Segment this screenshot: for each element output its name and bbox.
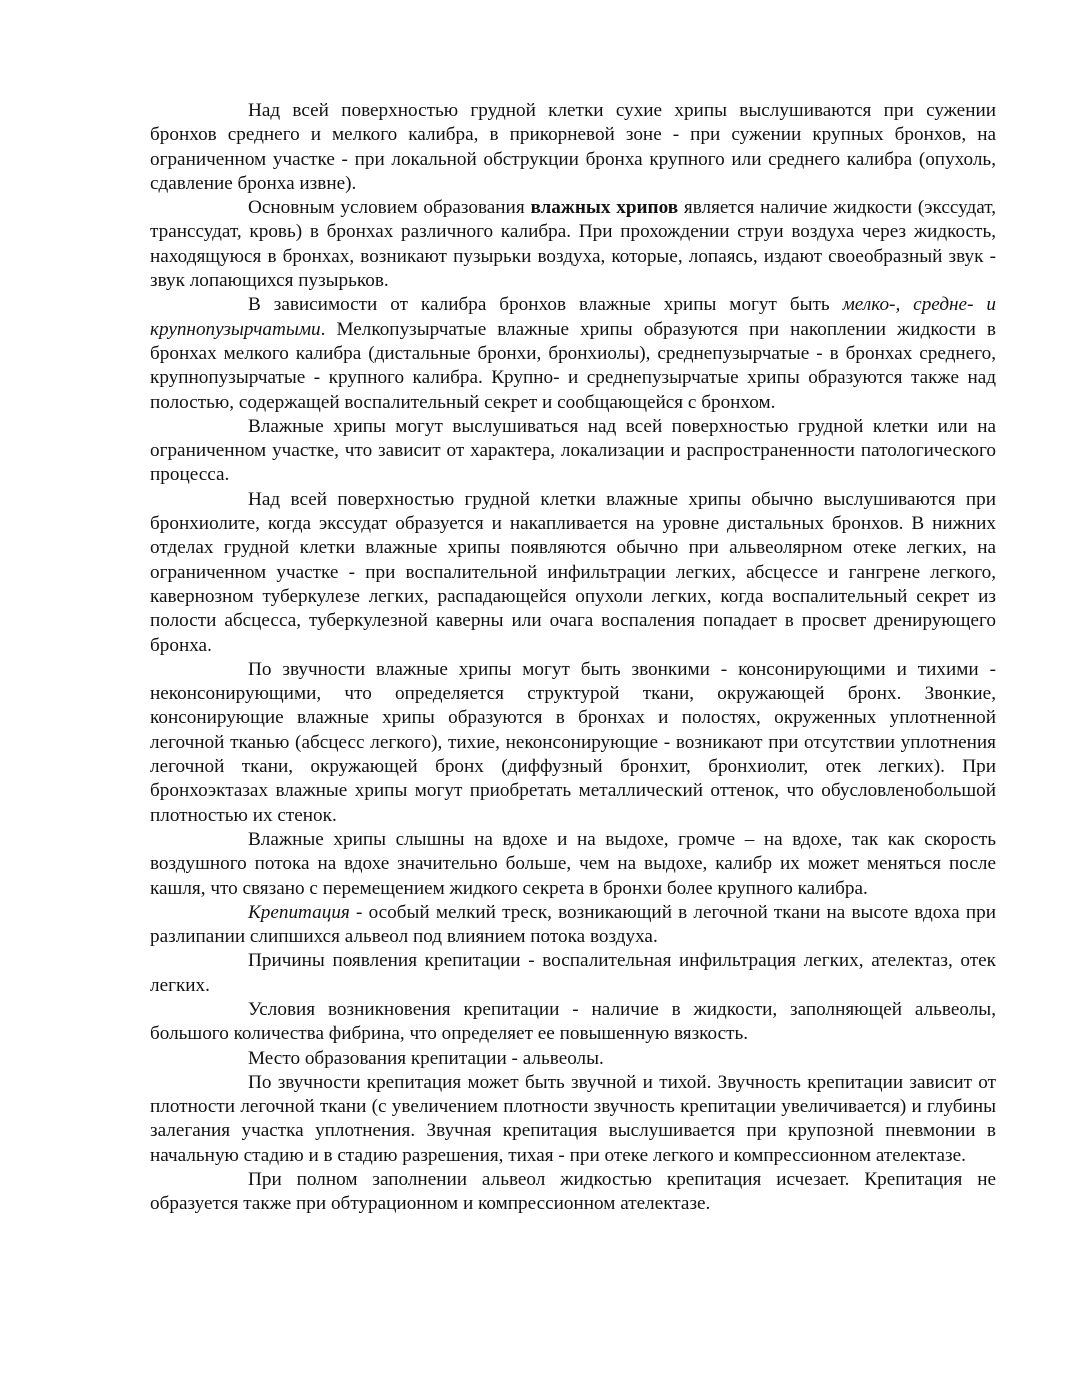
paragraph	[150, 949, 996, 998]
paragraph-text: Основным условием образования	[248, 197, 531, 219]
paragraph	[150, 1168, 996, 1217]
paragraph-text: . Мелкопузырчатые влажные хрипы образуются при накоплении жидкости в бронхах мелкого калибра (дистальные бронхи, бронхиолы), среднепузырчатые - в бронхах среднего, крупнопузырчатые - крупного калибра. Крупно- и среднепузырчатые хрипы образуются также над полостью, содержащей воспалительный секрет и сообщающейся с бронхом.	[150, 318, 996, 413]
paragraph-text: Над всей поверхностью грудной клетки влажные хрипы обычно выслушиваются при бронхиолите, когда экссудат образуется и накапливается на уровне дистальных бронхов. В нижних отделах грудной клетки влажные хрипы появляются обычно при альвеолярном отеке легких, на ограниченном участке - при воспалительной инфильтрации легких, абсцессе и гангрене легкого, кавернозном туберкулезе легких, распадающейся опухоли легких, когда воспалительный секрет из полости абсцесса, туберкулезной каверны или очага воспаления попадает в просвет дренирующего бронха.	[150, 488, 996, 656]
paragraph	[150, 488, 996, 658]
italic-term: мелко-, средне- и крупнопузырчатыми	[150, 294, 996, 340]
document-page	[150, 99, 996, 1217]
paragraph	[150, 828, 996, 901]
paragraph-text: - особый мелкий треск, возникающий в легочной ткани на высоте вдоха при разлипании слипшихся альвеол под влиянием потока воздуха.	[150, 901, 996, 948]
paragraph	[150, 293, 996, 414]
paragraph-text: По звучности крепитация может быть звучной и тихой. Звучность крепитации зависит от плотности легочной ткани (с увеличением плотности звучность крепитации увеличивается) и глубины залегания участка уплотнения. Звучная крепитация выслушивается при крупозной пневмонии в начальную стадию и в стадию разрешения, тихая - при отеке легкого и компрессионном ателектазе.	[150, 1071, 996, 1166]
paragraph	[150, 99, 996, 196]
paragraph-text: По звучности влажные хрипы могут быть звонкими - консонирующими и тихими - неконсонирующими, что определяется структурой ткани, окружающей бронх. Звонкие, консонирующие влажные хрипы образуются в бронхах и полостях, окруженных уплотненной легочной тканью (абсцесс легкого), тихие, неконсонирующие - возникают при отсутствии уплотнения легочной ткани, окружающей бронх (диффузный бронхит, бронхиолит, отек легких). При бронхоэктазах влажные хрипы могут приобретать металлический оттенок, что обусловленобольшой плотностью их стенок.	[150, 658, 996, 826]
paragraph	[150, 1047, 996, 1071]
paragraph-text: является наличие жидкости (экссудат, транссудат, кровь) в бронхах различного калибра. При прохождении струи воздуха через жидкость, находящуюся в бронхах, возникают пузырьки воздуха, которые, лопаясь, издают своеобразный звук - звук лопающихся пузырьков.	[150, 197, 996, 292]
paragraph-text: В зависимости от калибра бронхов влажные хрипы могут быть	[248, 294, 843, 316]
paragraph-text: Условия возникновения крепитации - наличие в жидкости, заполняющей альвеолы, большого количества фибрина, что определяет ее повышенную вязкость.	[150, 998, 996, 1045]
paragraph	[150, 901, 996, 950]
paragraph-text: Место образования крепитации - альвеолы.	[248, 1047, 604, 1069]
paragraph	[150, 415, 996, 488]
paragraph	[150, 1071, 996, 1168]
bold-term: влажных хрипов	[530, 197, 679, 219]
paragraph-text: Влажные хрипы слышны на вдохе и на выдохе, громче – на вдохе, так как скорость воздушного потока на вдохе значительно больше, чем на выдохе, калибр их может меняться после кашля, что связано с перемещением жидкого секрета в бронхи более крупного калибра.	[150, 828, 996, 899]
paragraph	[150, 196, 996, 293]
paragraph	[150, 998, 996, 1047]
paragraph	[150, 658, 996, 828]
paragraph-text: При полном заполнении альвеол жидкостью крепитация исчезает. Крепитация не образуется также при обтурационном и компрессионном ателектазе.	[150, 1169, 996, 1215]
paragraph-text: Влажные хрипы могут выслушиваться над всей поверхностью грудной клетки или на ограниченном участке, что зависит от характера, локализации и распространенности патологического процесса.	[150, 415, 996, 486]
paragraph-text: Над всей поверхностью грудной клетки сухие хрипы выслушиваются при сужении бронхов среднего и мелкого калибра, в прикорневой зоне - при сужении крупных бронхов, на ограниченном участке - при локальной обструкции бронха крупного или среднего калибра (опухоль, сдавление бронха извне).	[150, 100, 996, 194]
italic-term: Крепитация	[248, 901, 350, 923]
paragraph-text: Причины появления крепитации - воспалительная инфильтрация легких, ателектаз, отек легких.	[150, 950, 996, 996]
